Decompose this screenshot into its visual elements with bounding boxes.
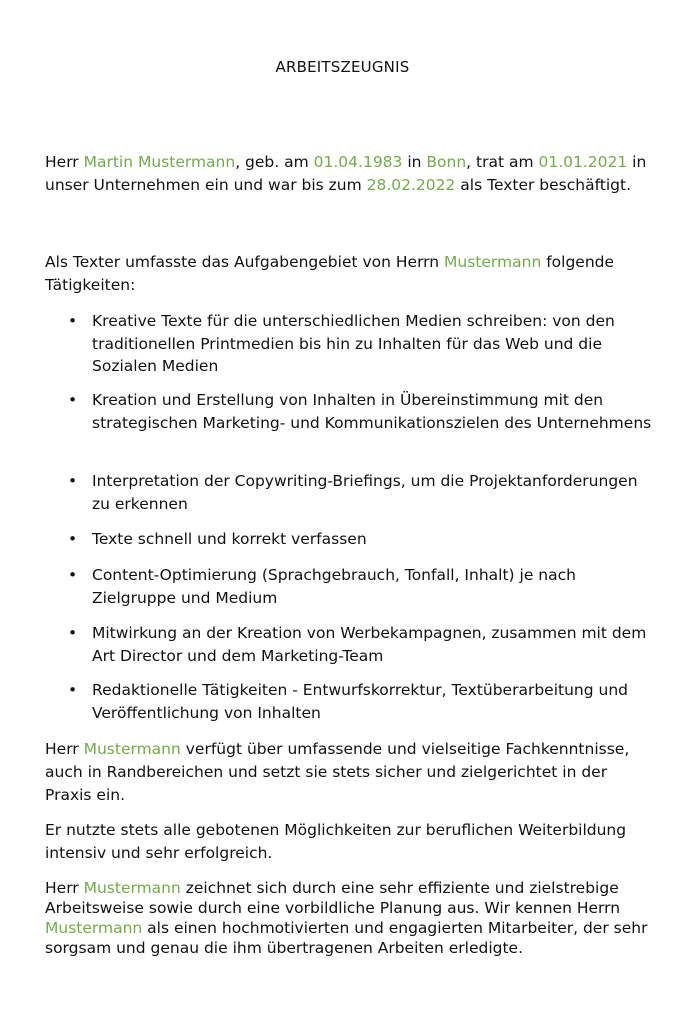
bullet-icon: • [68, 530, 78, 548]
knowledge-paragraph: Herr Mustermann verfügt über umfassende und vielseitige Fachkenntnisse, auch in Randbereichen und setzt sie stets sicher und zielgerichtet in der Praxis ein. [45, 740, 630, 804]
birth-place: Bonn [426, 153, 467, 171]
employee-surname: Mustermann [83, 879, 181, 897]
document-title: ARBEITSZEUGNIS [275, 58, 410, 76]
list-item: • Interpretation der Copywriting-Briefings, um die Projektanforderungen zu erkennen [68, 472, 638, 513]
list-item: • Kreation und Erstellung von Inhalten in Übereinstimmung mit den strategischen Marketing- und Kommunikationszielen des Unternehmens [68, 391, 652, 432]
list-item: • Redaktionelle Tätigkeiten - Entwurfskorrektur, Textüberarbeitung und Veröffentlichung von Inhalten [68, 681, 628, 722]
work-style-paragraph: Herr Mustermann zeichnet sich durch eine sehr effiziente und zielstrebige Arbeitsweise sowie durch eine vorbildliche Planung aus. Wir kennen Herrn Mustermann als einen hochmotivierten und engagierten Mitarbeiter, der sehr sorgsam und genau die ihm übertragenen Arbeiten erledigte. [45, 879, 648, 957]
start-date: 01.01.2021 [538, 153, 628, 171]
list-item: • Texte schnell und korrekt verfassen [92, 528, 652, 551]
bullet-icon: • [68, 624, 78, 642]
employee-surname: Mustermann [83, 740, 181, 758]
employee-surname: Mustermann [444, 253, 542, 271]
employee-name: Martin Mustermann [83, 153, 236, 171]
list-item: • Kreative Texte für die unterschiedlichen Medien schreiben: von den traditionellen Printmedien bis hin zu Inhalten für das Web und die Sozialen Medien [68, 312, 615, 375]
bullet-icon: • [68, 472, 78, 490]
birth-date: 01.04.1983 [313, 153, 403, 171]
bullet-icon: • [68, 681, 78, 699]
list-item: • Mitwirkung an der Kreation von Werbekampagnen, zusammen mit dem Art Director und dem Marketing-Team [68, 624, 647, 665]
list-item: • Content-Optimierung (Sprachgebrauch, Tonfall, Inhalt) je nach Zielgruppe und Medium [68, 566, 576, 607]
bullet-icon: • [68, 391, 78, 409]
end-date: 28.02.2022 [366, 176, 456, 194]
employee-surname: Mustermann [45, 919, 143, 937]
bullet-icon: • [68, 312, 78, 330]
bullet-icon: • [68, 566, 78, 584]
training-paragraph: Er nutzte stets alle gebotenen Möglichkeiten zur beruflichen Weiterbildung intensiv und sehr erfolgreich. [45, 821, 627, 862]
intro-paragraph: Herr Martin Mustermann, geb. am 01.04.1983 in Bonn, trat am 01.01.2021 in unser Unternehmen ein und war bis zum 28.02.2022 als Texter beschäftigt. [45, 153, 647, 194]
tasks-intro-paragraph: Als Texter umfasste das Aufgabengebiet von Herrn Mustermann folgende Tätigkeiten: [45, 253, 615, 294]
